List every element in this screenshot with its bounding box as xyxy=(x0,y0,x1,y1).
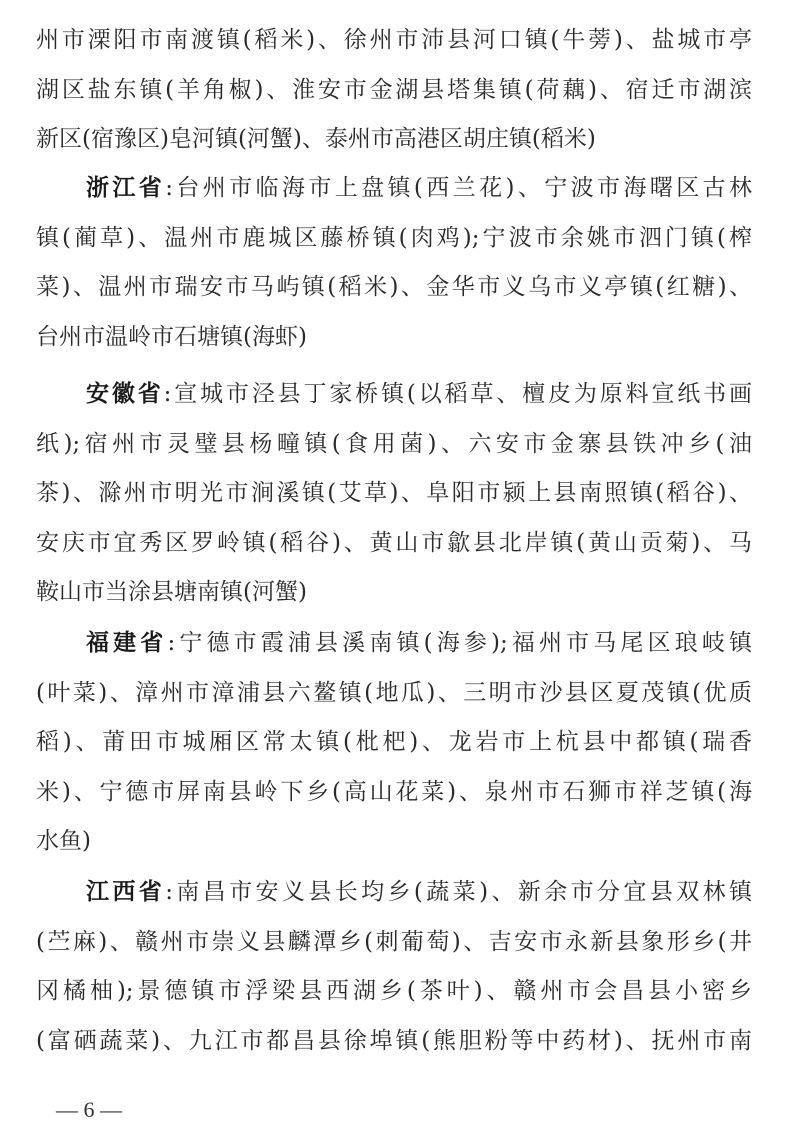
text-line-zhejiang-4: 台州市温岭市石塘镇(海虾) xyxy=(36,324,307,350)
page-number: — 6 — xyxy=(56,1097,122,1122)
paragraph-jiangxi-first-line xyxy=(86,877,752,907)
text-line-jiangxi-2: (苎麻)、赣州市崇义县麟潭乡(刺葡萄)、吉安市永新县象形乡(井 xyxy=(36,929,752,955)
text-line-anhui-4: 安庆市宜秀区罗岭镇(稻谷)、黄山市歙县北岸镇(黄山贡菊)、马 xyxy=(36,530,752,556)
text-fragment: :台州市临海市上盘镇(西兰花)、宁波市海曙区古林 xyxy=(165,175,753,201)
text-fragment: :宣城市泾县丁家桥镇(以稻草、檀皮为原料宣纸书画 xyxy=(163,381,752,407)
text-line-jiangxi-3: 冈橘柚);景德镇市浮梁县西湖乡(茶叶)、赣州市会昌县小密乡 xyxy=(36,978,752,1004)
text-line-jiangxi-4: (富硒蔬菜)、九江市都昌县徐埠镇(熊胆粉等中药材)、抚州市南 xyxy=(36,1028,752,1054)
text-line-fujian-5: 水鱼) xyxy=(36,828,91,854)
province-heading-fujian: 福建省 xyxy=(86,629,168,656)
province-heading-jiangxi: 江西省 xyxy=(86,878,166,905)
text-line-fujian-2: (叶菜)、漳州市漳浦县六鳌镇(地瓜)、三明市沙县区夏茂镇(优质 xyxy=(36,680,752,706)
text-line-fujian-3: 稻)、莆田市城厢区常太镇(枇杷)、龙岩市上杭县中都镇(瑞香 xyxy=(36,729,752,755)
paragraph-anhui-first-line xyxy=(86,379,752,409)
text-line-jiangsu-3: 新区(宿豫区)皂河镇(河蟹)、泰州市高港区胡庄镇(稻米) xyxy=(36,126,596,152)
text-line-anhui-3: 茶)、滁州市明光市涧溪镇(艾草)、阜阳市颍上县南照镇(稻谷)、 xyxy=(36,480,752,506)
text-line-jiangsu-1: 州市溧阳市南渡镇(稻米)、徐州市沛县河口镇(牛蒡)、盐城市亭 xyxy=(36,27,752,53)
text-line-fujian-4: 米)、宁德市屏南县岭下乡(高山花菜)、泉州市石狮市祥芝镇(海 xyxy=(36,779,752,805)
province-heading-anhui: 安徽省 xyxy=(86,380,164,407)
text-line-jiangsu-2: 湖区盐东镇(羊角椒)、淮安市金湖县塔集镇(荷藕)、宿迁市湖滨 xyxy=(36,77,752,103)
text-fragment: :宁德市霞浦县溪南镇(海参);福州市马尾区琅岐镇 xyxy=(167,630,753,656)
text-fragment: :南昌市安义县长均乡(蔬菜)、新余市分宜县双林镇 xyxy=(165,879,753,905)
text-line-zhejiang-2: 镇(蔺草)、温州市鹿城区藤桥镇(肉鸡);宁波市余姚市泗门镇(榨 xyxy=(36,225,752,251)
text-line-zhejiang-3: 菜)、温州市瑞安市马屿镇(稻米)、金华市义乌市义亭镇(红糖)、 xyxy=(36,274,752,300)
province-heading-zhejiang: 浙江省 xyxy=(86,174,166,201)
text-line-anhui-5: 鞍山市当涂县塘南镇(河蟹) xyxy=(36,579,307,605)
paragraph-zhejiang-first-line xyxy=(86,173,752,203)
text-line-anhui-2: 纸);宿州市灵璧县杨疃镇(食用菌)、六安市金寨县铁冲乡(油 xyxy=(36,431,752,457)
paragraph-fujian-first-line xyxy=(86,628,752,658)
